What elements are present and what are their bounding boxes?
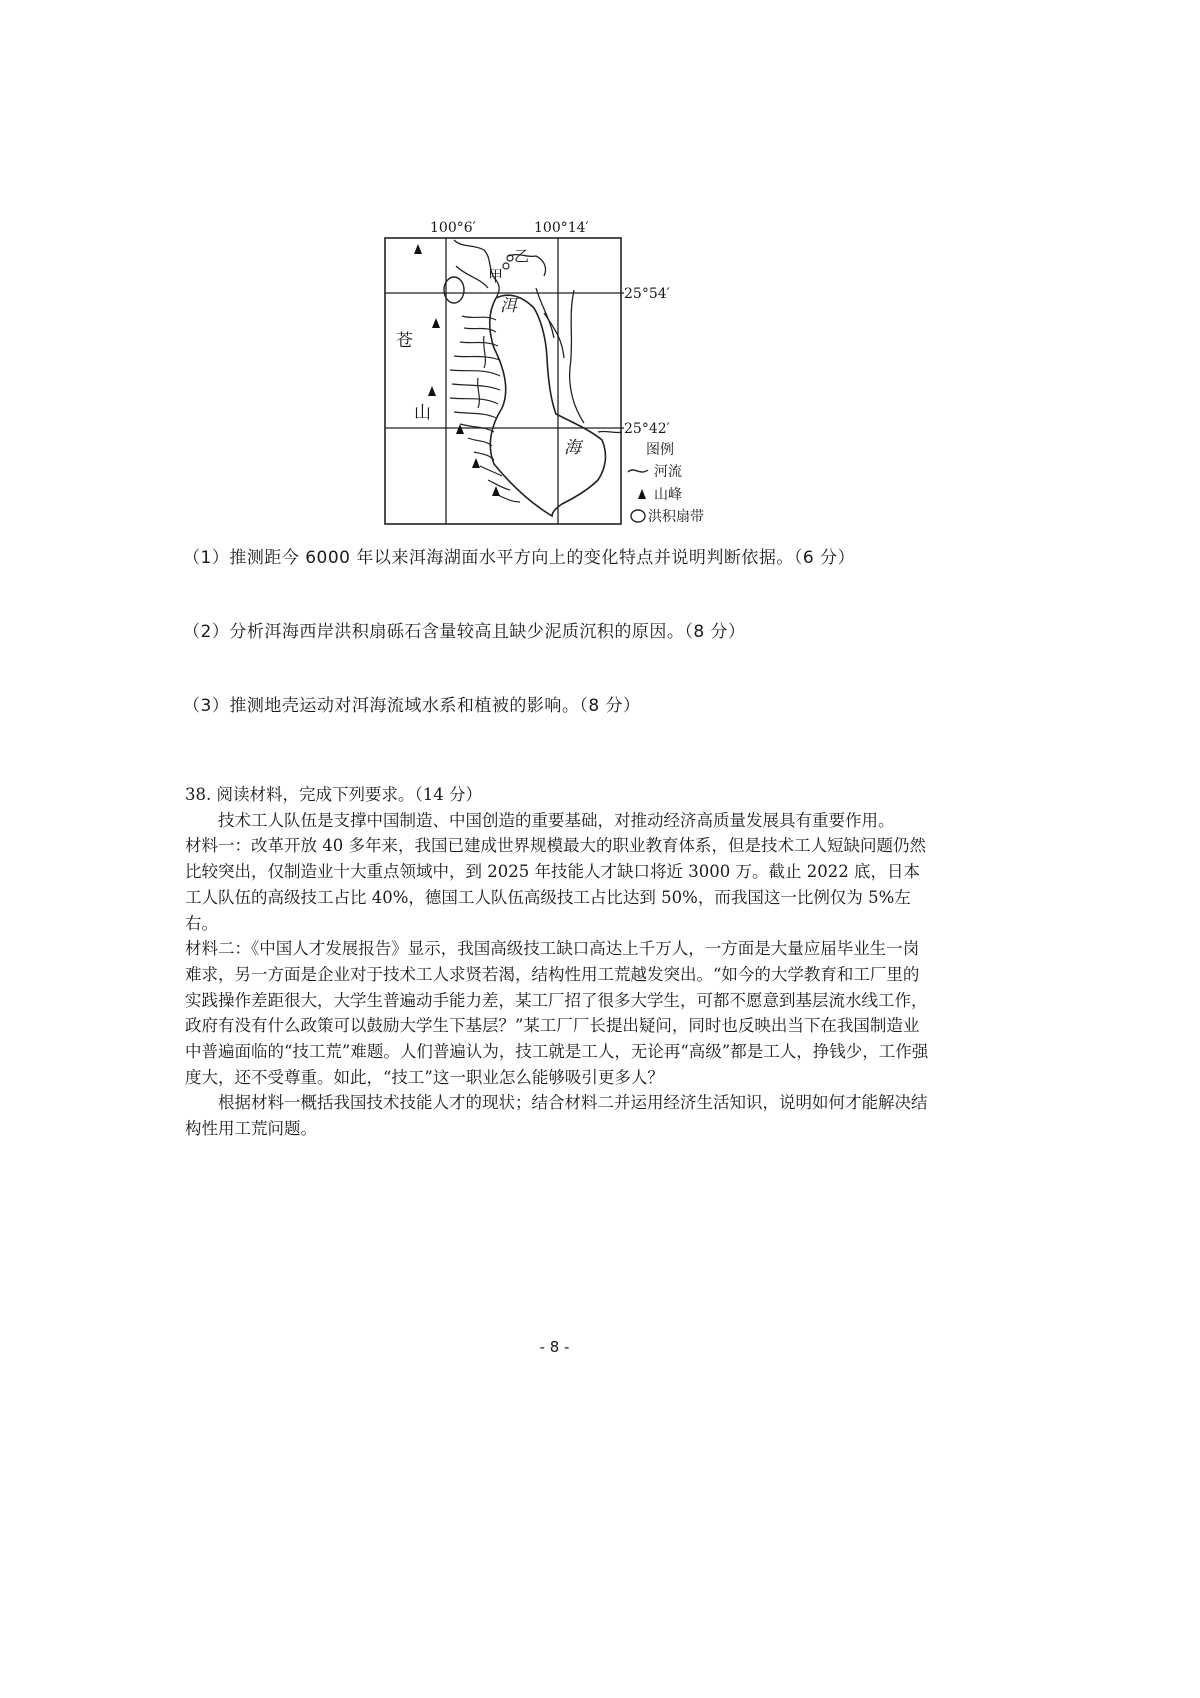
river xyxy=(570,290,584,423)
question-3: （3）推测地壳运动对洱海流域水系和植被的影响。（8 分） xyxy=(183,696,641,716)
legend-river: 河流 xyxy=(654,464,682,480)
mountain-peak-icon xyxy=(492,486,500,496)
label-er: 洱 xyxy=(500,296,517,316)
legend-fan: 洪积扇带 xyxy=(648,509,704,525)
q38-intro: 技术工人队伍是支撑中国制造、中国创造的重要基础，对推动经济高质量发展具有重要作用。 xyxy=(218,810,895,830)
river xyxy=(456,266,488,288)
lon-label-right: 100°14′ xyxy=(534,220,589,236)
question-2: （2）分析洱海西岸洪积扇砾石含量较高且缺少泥质沉积的原因。（8 分） xyxy=(183,622,746,642)
legend-peak-icon xyxy=(638,489,646,499)
mountain-peak-icon xyxy=(432,318,440,328)
mountain-peak-icon xyxy=(428,386,436,396)
erhai-lake-outline xyxy=(490,295,606,516)
mountain-peak-icon xyxy=(456,424,464,434)
label-hai: 海 xyxy=(564,438,581,458)
lat-label-bottom: 25°42′ xyxy=(624,421,670,437)
erhai-map-figure xyxy=(384,218,744,528)
q38-title: 38. 阅读材料，完成下列要求。（14 分） xyxy=(185,785,482,804)
q38-material-1: 材料一：改革开放 40 多年来，我国已建成世界规模最大的职业教育体系，但是技术工人短缺问题仍然比较突出，仅制造业十大重点领域中，到 2025 年技能人才缺口将近 3000 万。截止 2022 底，日本工人队伍的高级技工占比 40%，德国工人队伍高级技工占比达到 50%，而我国这一比例仅为 5%左右。 xyxy=(185,836,926,933)
page-number: - 8 - xyxy=(539,1338,570,1356)
question-1: （1）推测距今 6000 年以来洱海湖面水平方向上的变化特点并说明判断依据。（6 分） xyxy=(183,548,856,568)
point-jia-marker xyxy=(503,263,509,269)
erhai-map xyxy=(384,218,744,528)
alluvial-fan-symbol xyxy=(444,277,464,303)
q38-task: 根据材料一概括我国技术技能人才的现状；结合材料二并运用经济生活知识，说明如何才能解决结构性用工荒问题。 xyxy=(185,1093,928,1139)
mountain-peak-icon xyxy=(472,458,480,468)
legend-river-icon xyxy=(628,470,648,472)
legend-fan-icon xyxy=(631,510,645,522)
western-streams xyxy=(450,316,520,502)
legend-peak: 山峰 xyxy=(654,487,682,503)
q38-material-2: 材料二：《中国人才发展报告》显示，我国高级技工缺口高达上千万人，一方面是大量应届毕业生一岗难求，另一方面是企业对于技术工人求贤若渴，结构性用工荒越发突出。“如今的大学教育和工厂里的实践操作差距很大，大学生普遍动手能力差，某工厂招了很多大学生，可都不愿意到基层流水线工作，政府有没有什么政策可以鼓励大学生下基层？”某工厂厂长提出疑问，同时也反映出当下在我国制造业中普遍面临的“技工荒”难题。人们普遍认为，技工就是工人，无论再“高级”都是工人，挣钱少，工作强度大，还不受尊重。如此，“技工”这一职业怎么能够吸引更多人？ xyxy=(185,939,929,1087)
lon-label-left: 100°6′ xyxy=(430,220,476,236)
question-38 xyxy=(185,782,929,1142)
lat-label-top: 25°54′ xyxy=(624,286,670,302)
legend-title: 图例 xyxy=(646,442,674,458)
label-yi: 乙 xyxy=(514,247,530,265)
label-shan: 山 xyxy=(414,403,431,423)
mountain-peak-icon xyxy=(414,244,422,254)
label-cang: 苍 xyxy=(396,331,413,351)
river xyxy=(598,431,622,432)
river xyxy=(536,288,554,338)
label-jia: 甲 xyxy=(488,267,504,285)
